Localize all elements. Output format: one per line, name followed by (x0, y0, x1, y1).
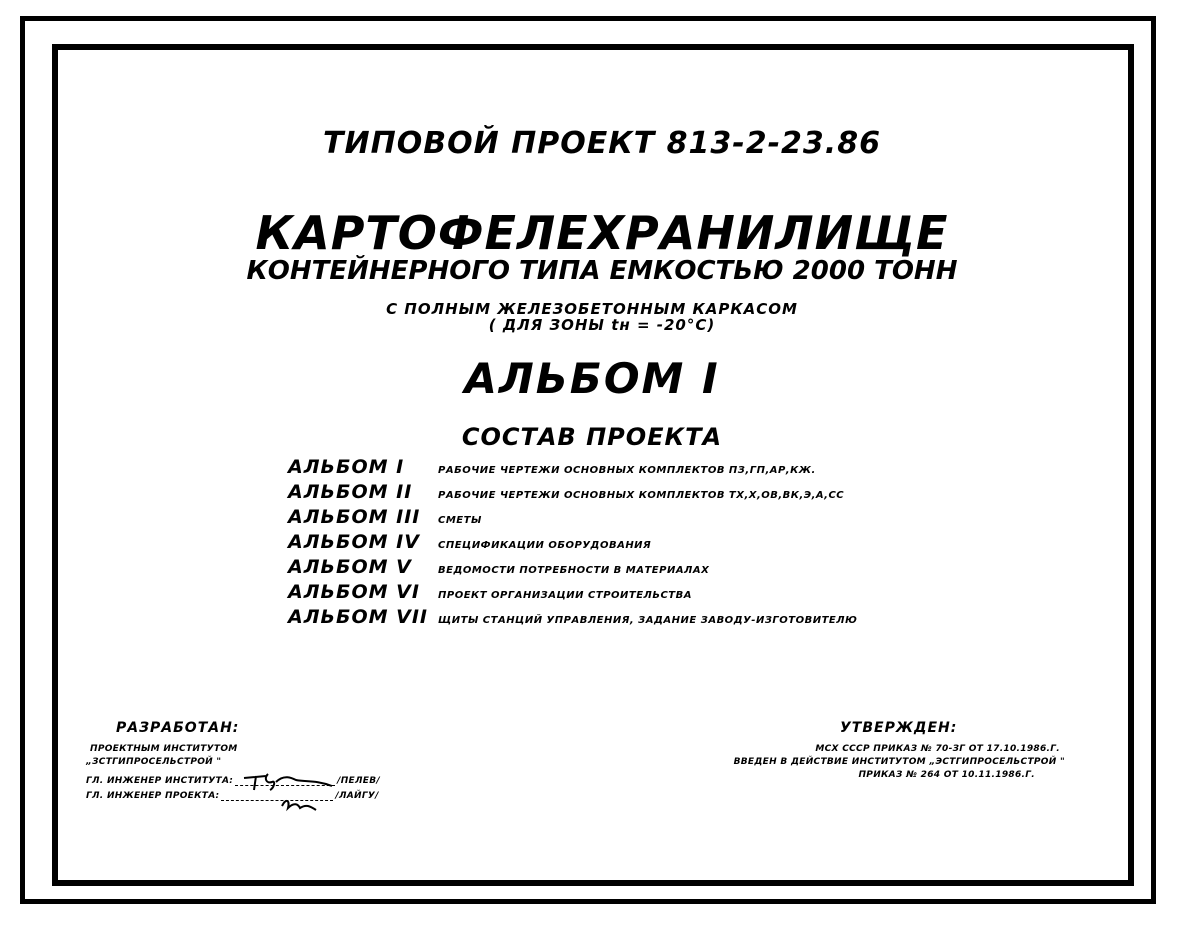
contents-album-text: СПЕЦИФИКАЦИИ ОБОРУДОВАНИЯ (438, 540, 652, 551)
approved-line2: ВВЕДЕН В ДЕЙСТВИЕ ИНСТИТУТОМ „ЭСТГИПРОСЕЛЬСТРОЙ " (733, 757, 1065, 767)
contents-row (288, 531, 988, 556)
approved-line1: МСХ СССР ПРИКАЗ № 70-ЗГ ОТ 17.10.1986.Г. (815, 744, 1060, 754)
contents-album-label: АЛЬБОМ IV (288, 531, 420, 553)
contents-title: СОСТАВ ПРОЕКТА (461, 423, 723, 451)
contents-album-label: АЛЬБОМ I (288, 456, 405, 478)
handwritten-signatures (236, 768, 356, 818)
chief-engineer-label: ГЛ. ИНЖЕНЕР ИНСТИТУТА: (86, 776, 234, 786)
subtitle-line-zone: ( ДЛЯ ЗОНЫ tн = -20°С) (488, 316, 716, 334)
project-engineer-label: ГЛ. ИНЖЕНЕР ПРОЕКТА: (86, 791, 220, 801)
contents-album-text: РАБОЧИЕ ЧЕРТЕЖИ ОСНОВНЫХ КОМПЛЕКТОВ ТХ,Х,ОВ,ВК,Э,А,СС (438, 490, 845, 501)
chief-engineer-name: /ПЕЛЕВ/ (337, 776, 380, 786)
contents-row (288, 556, 988, 581)
contents-list (288, 456, 988, 631)
contents-album-label: АЛЬБОМ V (288, 556, 412, 578)
contents-row (288, 506, 988, 531)
contents-album-text: СМЕТЫ (438, 515, 482, 526)
contents-row (288, 481, 988, 506)
developer-org-line1: ПРОЕКТНЫМ ИНСТИТУТОМ (90, 744, 238, 754)
contents-album-text: ПРОЕКТ ОРГАНИЗАЦИИ СТРОИТЕЛЬСТВА (438, 590, 692, 601)
approved-line3: ПРИКАЗ № 264 ОТ 10.11.1986.Г. (858, 770, 1035, 780)
contents-row (288, 456, 988, 481)
contents-album-text: ЩИТЫ СТАНЦИЙ УПРАВЛЕНИЯ, ЗАДАНИЕ ЗАВОДУ-ИЗГОТОВИТЕЛЮ (438, 615, 858, 626)
subtitle-line-frame: С ПОЛНЫМ ЖЕЛЕЗОБЕТОННЫМ КАРКАСОМ (386, 300, 798, 318)
project-series: ТИПОВОЙ ПРОЕКТ 813-2-23.86 (323, 126, 881, 161)
contents-album-label: АЛЬБОМ VII (288, 606, 428, 628)
developed-heading: РАЗРАБОТАН: (116, 720, 240, 736)
contents-album-text: ВЕДОМОСТИ ПОТРЕБНОСТИ В МАТЕРИАЛАХ (438, 565, 710, 576)
contents-album-text: РАБОЧИЕ ЧЕРТЕЖИ ОСНОВНЫХ КОМПЛЕКТОВ ПЗ,ГП,АР,КЖ. (438, 465, 816, 476)
contents-row (288, 606, 988, 631)
contents-row (288, 581, 988, 606)
contents-album-label: АЛЬБОМ III (288, 506, 421, 528)
document-subtitle: КОНТЕЙНЕРНОГО ТИПА ЕМКОСТЬЮ 2000 ТОНН (246, 256, 958, 286)
approved-heading: УТВЕРЖДЕН: (840, 720, 958, 736)
document-title: КАРТОФЕЛЕХРАНИЛИЩЕ (255, 206, 949, 260)
contents-album-label: АЛЬБОМ VI (288, 581, 420, 603)
project-engineer-name: /ЛАЙГУ/ (335, 791, 379, 801)
developer-org-line2: „ЗСТГИПРОСЕЛЬСТРОЙ " (86, 757, 222, 767)
album-title: АЛЬБОМ I (464, 354, 720, 403)
contents-album-label: АЛЬБОМ II (288, 481, 413, 503)
